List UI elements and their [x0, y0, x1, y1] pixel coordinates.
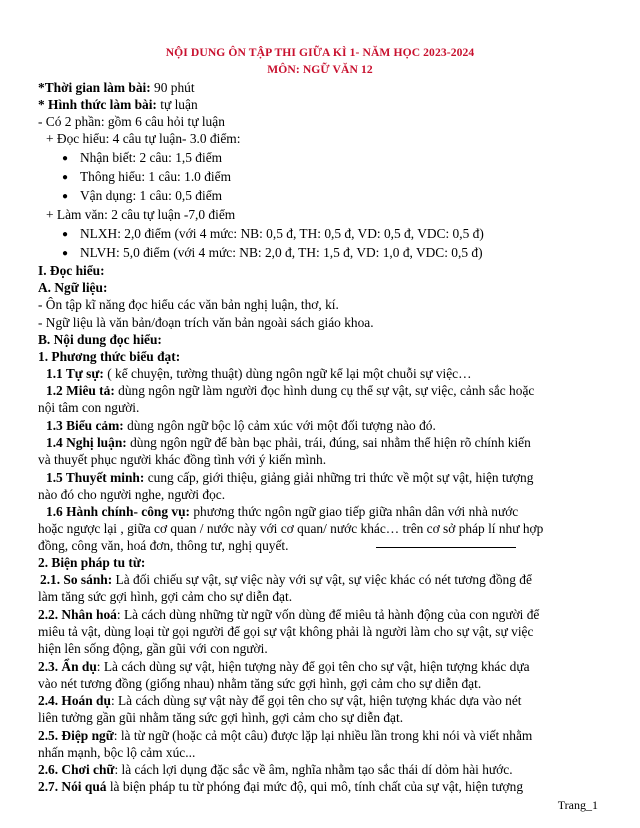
device-6: 2.6. Chơi chữ: là cách lợi dụng đặc sắc về âm, nghĩa nhằm tạo sắc thái dí dỏm hài hước. [38, 762, 513, 777]
page-number: Trang_1 [557, 798, 598, 812]
reading-line: + Đọc hiểu: 4 câu tự luận- 3.0 điểm: [46, 131, 241, 146]
form-label: * Hình thức làm bài: [38, 97, 157, 112]
device-4-cont: liên tưởng gần gũi nhằm tăng sức gợi hình, gợi cảm cho sự diễn đạt. [38, 710, 404, 725]
method-2: 1.2 Miêu tả: dùng ngôn ngữ làm người đọc hình dung cụ thể sự vật, sự việc, cảnh sắc hoặc [46, 383, 535, 398]
a-line-2: - Ngữ liệu là văn bản/đoạn trích văn bản ngoài sách giáo khoa. [38, 315, 374, 330]
method-4-cont: và thuyết phục người khác đồng tình với ý kiến mình. [38, 452, 327, 467]
method-5: 1.5 Thuyết minh: cung cấp, giới thiệu, giảng giải những tri thức về một sự vật, hiện tượng [46, 470, 534, 485]
device-2-cont: miêu tả vật, dùng loại từ gọi người để gọi sự vật không phải là người làm cho sự vật, sự việc [38, 624, 534, 639]
device-5-cont: nhấn mạnh, bộc lộ cảm xúc... [38, 745, 196, 760]
subsection-a-heading: A. Ngữ liệu: [38, 280, 108, 295]
method-2-cont: nội tâm con người. [38, 400, 140, 415]
parts-line: - Có 2 phần: gồm 6 câu hỏi tự luận [38, 114, 225, 129]
bullet-icon: ● [62, 248, 69, 259]
device-3: 2.3. Ẩn dụ: Là cách dùng sự vật, hiện tượng này để gọi tên cho sự vật, hiện tượng khác dựa [38, 659, 530, 674]
method-6: 1.6 Hành chính- công vụ: phương thức ngôn ngữ giao tiếp giữa nhân dân với nhà nước [46, 504, 519, 519]
document-title: NỘI DUNG ÔN TẬP THI GIỮA KÌ 1- NĂM HỌC 2023-2024 [165, 46, 475, 59]
form-value: tự luận [156, 97, 198, 112]
subsection-b-heading: B. Nội dung đọc hiểu: [38, 332, 162, 347]
method-1: 1.1 Tự sự: ( kể chuyện, tường thuật) dùng ngôn ngữ kể lại một chuỗi sự việc… [46, 366, 472, 381]
method-6-cont: hoặc ngược lại , giữa cơ quan / nước này với cơ quan/ nước khác… trên cơ sở pháp lí như hợp [38, 521, 544, 536]
divider-line [376, 547, 516, 548]
method-3: 1.3 Biểu cảm: dùng ngôn ngữ bộc lộ cảm xúc với một đối tượng nào đó. [46, 418, 436, 433]
methods-heading: 1. Phương thức biểu đạt: [38, 349, 181, 364]
writing-item-2: NLVH: 5,0 điểm (với 4 mức: NB: 2,0 đ, TH: 1,5 đ, VD: 1,0 đ, VDC: 0,5 đ) [80, 245, 483, 260]
bullet-icon: ● [62, 172, 69, 183]
writing-line: + Làm văn: 2 câu tự luận -7,0 điểm [46, 207, 236, 222]
device-1: 2.1. So sánh: Là đối chiếu sự vật, sự việc này với sự vật, sự việc khác có nét tương đồng để [40, 572, 532, 587]
writing-item-1: NLXH: 2,0 điểm (với 4 mức: NB: 0,5 đ, TH: 0,5 đ, VD: 0,5 đ, VDC: 0,5 đ) [80, 226, 484, 241]
device-5: 2.5. Điệp ngữ: là từ ngữ (hoặc cả một câu) được lặp lại nhiều lần trong khi nói và viết nhằm [38, 728, 533, 743]
reading-item-3: Vận dụng: 1 câu: 0,5 điểm [80, 188, 223, 203]
bullet-icon: ● [62, 229, 69, 240]
method-4: 1.4 Nghị luận: dùng ngôn ngữ để bàn bạc phải, trái, đúng, sai nhằm thể hiện rõ chính kiến [46, 435, 531, 450]
time-line [38, 80, 195, 96]
reading-item-1: Nhận biết: 2 câu: 1,5 điểm [80, 150, 223, 165]
time-value: 90 phút [150, 80, 195, 95]
device-2: 2.2. Nhân hoá: Là cách dùng những từ ngữ vốn dùng để miêu tả hành động của con người để [38, 607, 540, 622]
device-1-cont: làm tăng sức gợi hình, gợi cảm cho sự diễn đạt. [38, 589, 293, 604]
method-6-cont2: đồng, công văn, hoá đơn, thông tư, nghị quyết. [38, 538, 289, 553]
device-7: 2.7. Nói quá là biện pháp tu từ phóng đại mức độ, qui mô, tính chất của sự vật, hiện tượng [38, 779, 524, 794]
device-4: 2.4. Hoán dụ: Là cách dùng sự vật này để gọi tên cho sự vật, hiện tượng khác dựa vào nét [38, 693, 522, 708]
time-label: *Thời gian làm bài: [38, 80, 151, 95]
device-3-cont: vào nét tương đồng (giống nhau) nhằm tăng sức gợi hình, gợi cảm cho sự diễn đạt. [38, 676, 482, 691]
bullet-icon: ● [62, 153, 69, 164]
reading-item-2: Thông hiểu: 1 câu: 1.0 điểm [80, 169, 231, 184]
form-line [38, 97, 198, 113]
section-heading: I. Đọc hiểu: [38, 263, 105, 278]
method-5-cont: nào đó cho người nghe, người đọc. [38, 487, 226, 502]
a-line-1: - Ôn tập kĩ năng đọc hiểu các văn bản nghị luận, thơ, kí. [38, 297, 339, 312]
devices-heading: 2. Biện pháp tu từ: [38, 555, 146, 570]
bullet-icon: ● [62, 191, 69, 202]
document-subtitle: MÔN: NGỮ VĂN 12 [267, 63, 373, 76]
device-2-cont2: hiện lên sống động, gần gũi với con người. [38, 641, 268, 656]
